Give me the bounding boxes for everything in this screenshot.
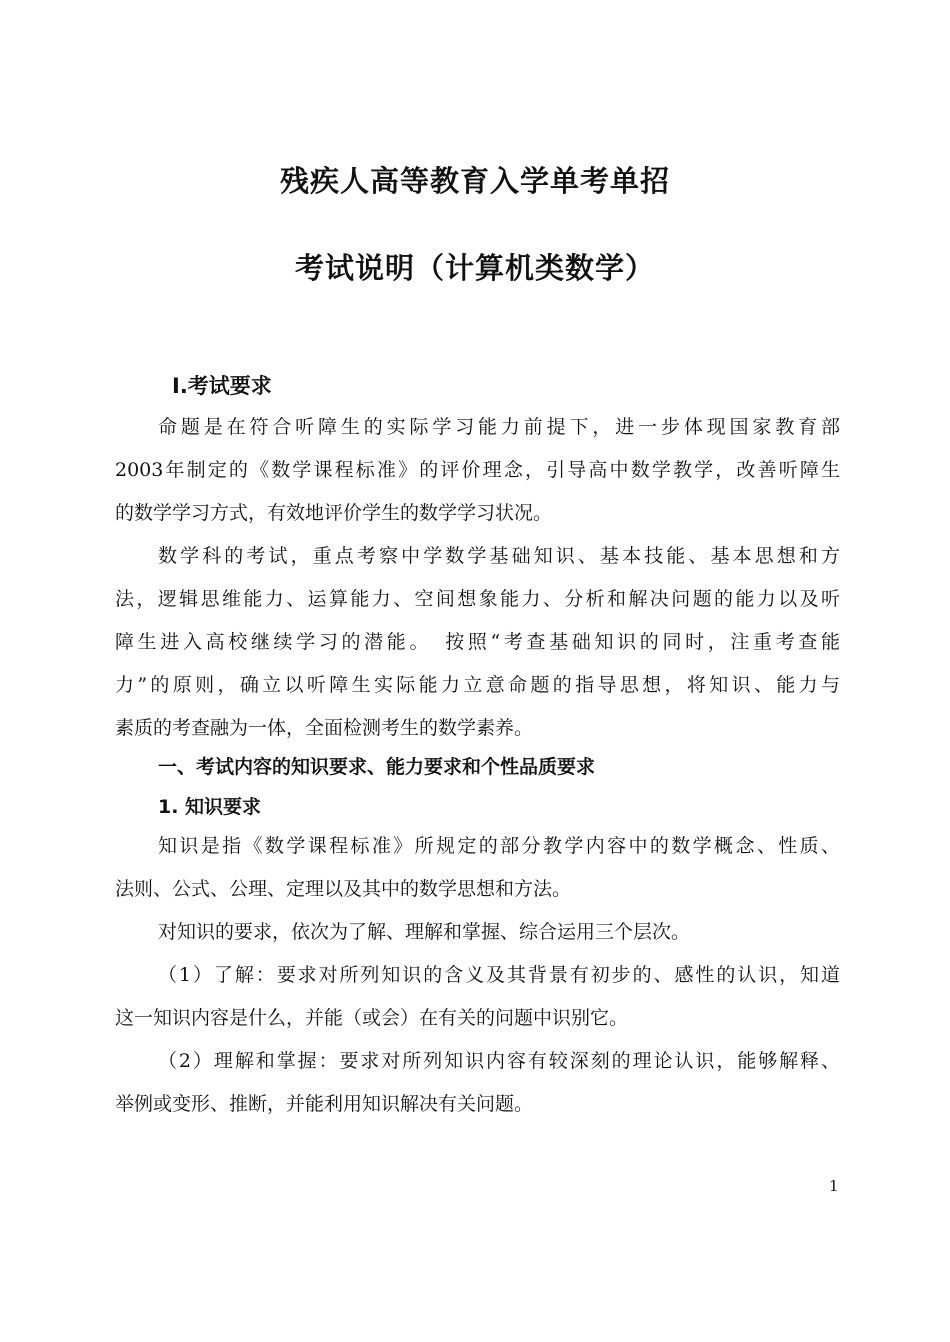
- paragraph-line: 的数学学习方式，有效地评价学生的数学学习状况。: [115, 502, 553, 524]
- section-heading: Ⅰ.考试要求: [172, 374, 272, 398]
- paragraph-line: 法则、公式、公理、定理以及其中的数学思想和方法。: [115, 878, 572, 900]
- subsection-heading: 一、考试内容的知识要求、能力要求和个性品质要求: [158, 756, 596, 778]
- page-number: 1: [829, 1177, 839, 1195]
- paragraph-line: 素质的考查融为一体，全面检测考生的数学素养。: [115, 717, 534, 739]
- paragraph-line: 举例或变形、推断，并能利用知识解决有关问题。: [115, 1093, 534, 1115]
- subsection-heading: 1. 知识要求: [158, 796, 262, 818]
- paragraph-line: 障生进入高校继续学习的潜能。 按照“考查基础知识的同时，注重考查能: [115, 631, 840, 653]
- paragraph-line: 法，逻辑思维能力、运算能力、空间想象能力、分析和解决问题的能力以及听: [115, 588, 840, 610]
- paragraph-line: 这一知识内容是什么，并能（或会）在有关的问题中识别它。: [115, 1007, 629, 1029]
- paragraph-line: 力”的原则，确立以听障生实际能力立意命题的指导思想，将知识、能力与: [115, 674, 840, 696]
- paragraph-line: 知识是指《数学课程标准》所规定的部分教学内容中的数学概念、性质、: [158, 835, 840, 857]
- document-subtitle: 考试说明（计算机类数学）: [294, 251, 655, 285]
- paragraph-line: 命题是在符合听障生的实际学习能力前提下，进一步体现国家教育部: [158, 416, 840, 438]
- paragraph-line: 数学科的考试，重点考察中学数学基础知识、基本技能、基本思想和方: [158, 545, 840, 567]
- document-title: 残疾人高等教育入学单考单招: [279, 164, 670, 198]
- paragraph-line: 对知识的要求，依次为了解、理解和掌握、综合运用三个层次。: [158, 921, 691, 943]
- paragraph-line: 2003年制定的《数学课程标准》的评价理念，引导高中数学教学，改善听障生: [115, 459, 840, 481]
- paragraph-line: （2）理解和掌握：要求对所列知识内容有较深刻的理论认识，能够解释、: [158, 1050, 840, 1072]
- paragraph-line: （1）了解：要求对所列知识的含义及其背景有初步的、感性的认识，知道: [158, 964, 840, 986]
